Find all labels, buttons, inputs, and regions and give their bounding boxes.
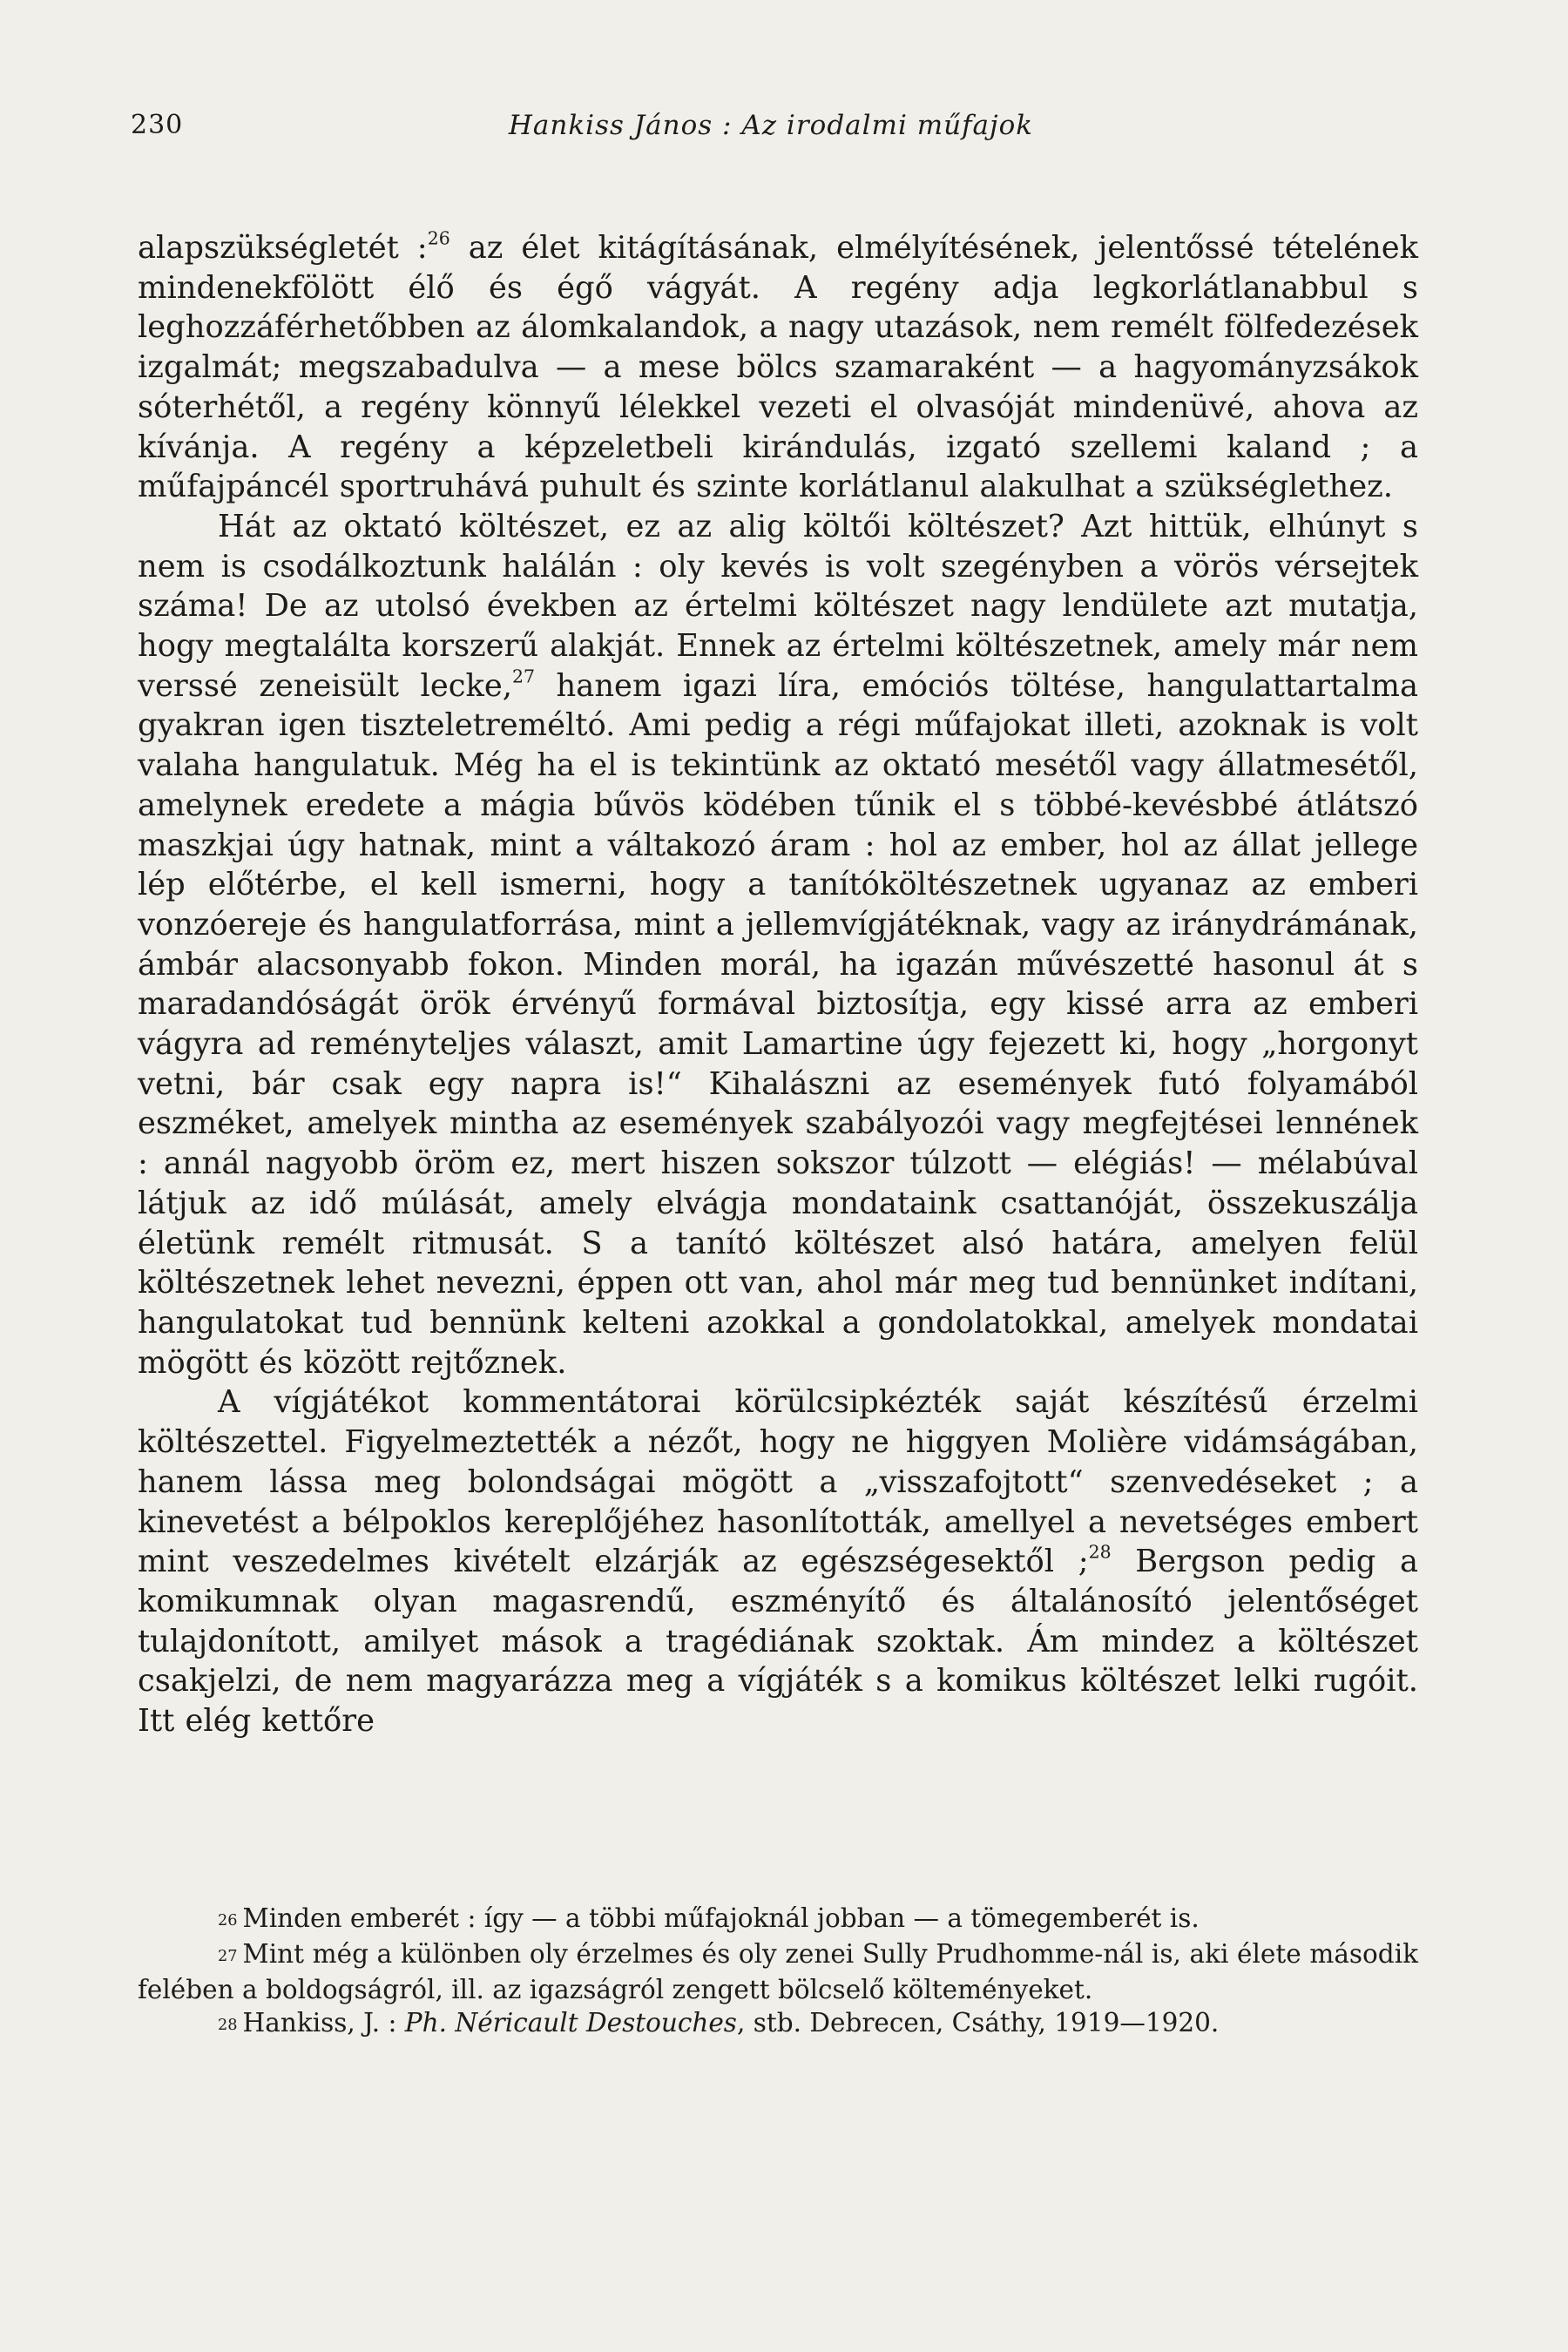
- paragraph-3-text-b: Bergson pedig a komikumnak olyan magasrendű, eszményítő és általánosító jelentőséget tulajdonított, amilyet mások a tragédiának szoktak. Ám mindez a költészet csakjelzi, de nem magyarázza meg a vígjáték s a komikus költészet lelki rugóit. Itt elég kettőre: [138, 1544, 1418, 1740]
- footnote-text: Minden emberét : így — a többi műfajoknál jobban — a tömegemberét is.: [242, 1903, 1200, 1933]
- footnote-ref-26: 26: [427, 227, 450, 249]
- footnote-mark: 28: [218, 2017, 238, 2035]
- footnote-ref-28: 28: [1088, 1541, 1112, 1563]
- footnote-text-b: , stb. Debrecen, Csáthy, 1919—1920.: [736, 2007, 1220, 2038]
- footnote-mark: 26: [218, 1912, 238, 1930]
- paragraph-1: [138, 228, 1418, 507]
- page-header: [131, 110, 1411, 153]
- footnote-26: [138, 1903, 1418, 1938]
- footnote-text-a: Hankiss, J. :: [242, 2007, 405, 2038]
- footnote-ref-27: 27: [512, 666, 536, 687]
- paragraph-3: [138, 1382, 1418, 1740]
- footnote-27: [138, 1938, 1418, 2007]
- footnote-mark: 27: [218, 1948, 238, 1966]
- footnote-book-title: Ph. Néricault Destouches: [404, 2007, 737, 2038]
- paragraph-2-text-b: hanem igazi líra, emóciós töltése, hangulattartalma gyakran igen tiszteletreméltó. Ami pedig a régi műfajokat illeti, azoknak is volt valaha hangulatuk. Még ha el is tekintünk az oktató mesétől vagy állatmesétől, amelynek eredete a mágia bűvös ködében tűnik el s többé-kevésbbé átlátszó maszkjai úgy hatnak, mint a váltakozó áram : hol az ember, hol az állat jellege lép előtérbe, el kell ismerni, hogy a tanítóköltészetnek ugyanaz az emberi vonzóereje és hangulatforrása, mint a jellemvígjátéknak, vagy az iránydrámának, ámbár alacsonyabb fokon. Minden morál, ha igazán művészetté hasonul át s maradandóságát örök érvényű formával biztosítja, egy kissé arra az emberi vágyra ad reményteljes választ, amit Lamartine úgy fejezett ki, hogy „horgonyt vetni, bár csak egy napra is!“ Kihalászni az események futó folyamából eszméket, amelyek mintha az események szabályozói vagy megfejtései lennének : annál nagyobb öröm ez, mert hiszen sokszor túlzott — elégiás! — mélabúval látjuk az idő múlását, amely elvágja mondataink csattanóját, összekuszálja életünk remélt ritmusát. S a tanító költészet alsó határa, amelyen felül költészetnek lehet nevezni, éppen ott van, ahol már meg tud bennünket indítani, hangulatokat tud bennünk kelteni azokkal a gondolatokkal, amelyek mondatai mögött és között rejtőznek.: [138, 667, 1419, 1381]
- paragraph-1-text-a: alapszükségletét :: [138, 230, 428, 266]
- paragraph-3-text-a: A vígjátékot kommentátorai körülcsipkézték saját készítésű érzelmi költészettel. Figyelmeztették a nézőt, hogy ne higgyen Molière vidámságában, hanem lássa meg bolondságai mögött a „visszafojtott“ szenvedéseket ; a kinevetést a bélpoklos kereplőjéhez hasonlították, amellyel a nevetséges embert mint veszedelmes kivételt elzárják az egészségesektől ;: [138, 1384, 1418, 1580]
- page-number: 230: [131, 110, 184, 140]
- running-title: Hankiss János : Az irodalmi műfajok: [508, 110, 1034, 141]
- paragraph-1-text-b: az élet kitágításának, elmélyítésének, jelentőssé tételének mindenekfölött élő és égő vágyát. A regény adja legkorlátlanabbul s leghozzáférhetőbben az álomkalandok, a nagy utazások, nem remélt fölfedezések izgalmát; megszabadulva — a mese bölcs szamaraként — a hagyományzsákok sóterhétől, a regény könnyű lélekkel vezeti el olvasóját mindenüvé, ahova az kívánja. A regény a képzeletbeli kirándulás, izgató szellemi kaland ; a műfajpáncél sportruhává puhult és szinte korlátlanul alakulhat a szükséglethez.: [138, 230, 1418, 505]
- footnotes: [138, 1903, 1418, 2043]
- footnote-text: Mint még a különben oly érzelmes és oly zenei Sully Prudhomme-nál is, aki élete második felében a boldogságról, ill. az igazságról zengett bölcselő költeményeket.: [138, 1939, 1418, 2005]
- paragraph-2-text-a: Hát az oktató költészet, ez az alig költői költészet? Azt hittük, elhúnyt s nem is csodálkoztunk halálán : oly kevés is volt szegényben a vörös vérsejtek száma! De az utolsó években az értelmi költészet nagy lendülete azt mutatja, hogy megtalálta korszerű alakját. Ennek az értelmi költészetnek, amely már nem verssé zeneisült lecke,: [138, 508, 1418, 704]
- main-text: [138, 228, 1418, 1741]
- footnote-28: [138, 2007, 1418, 2043]
- paragraph-2: [138, 507, 1418, 1382]
